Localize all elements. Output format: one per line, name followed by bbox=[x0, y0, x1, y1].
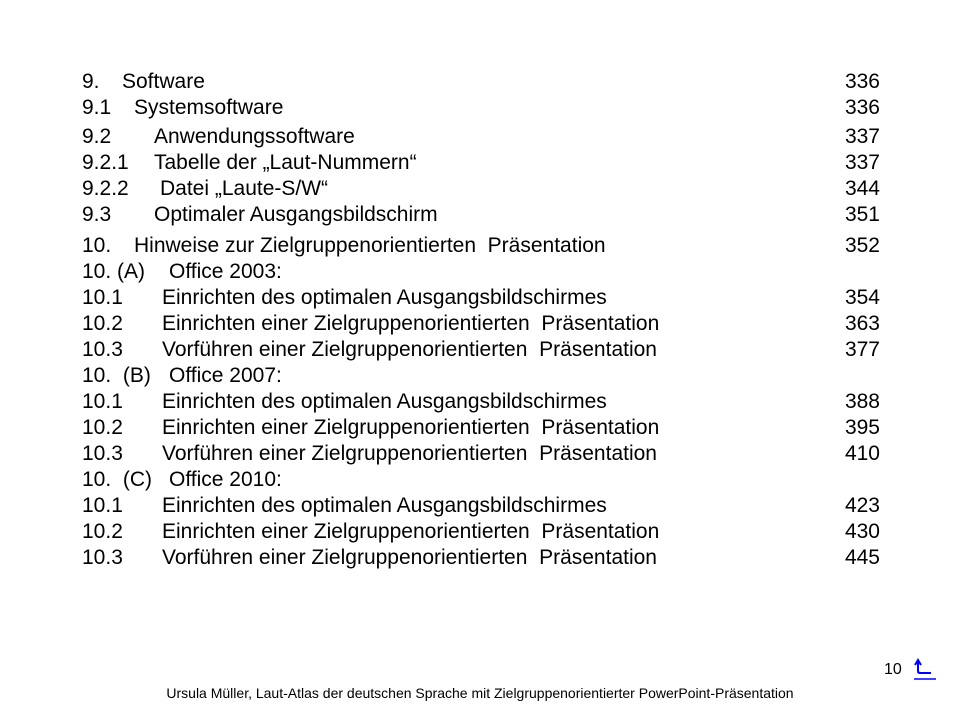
toc-entry-number: 10.3 bbox=[82, 338, 123, 361]
toc-entry bbox=[82, 285, 880, 311]
toc-entry-number: 10.3 bbox=[82, 546, 123, 569]
toc-entry bbox=[82, 124, 880, 150]
toc-entry bbox=[82, 519, 880, 545]
toc-entry-title: Optimaler Ausgangsbildschirm bbox=[154, 203, 438, 226]
toc-entry-title: Einrichten einer Zielgruppenorientierten Präsentation bbox=[162, 416, 660, 439]
toc-entry-number: 10.3 bbox=[82, 442, 123, 465]
toc-entry-title: Einrichten des optimalen Ausgangsbildschirmes bbox=[162, 286, 607, 309]
toc-entry bbox=[82, 95, 880, 121]
toc-entry-title: Anwendungssoftware bbox=[154, 125, 355, 148]
toc-entry-number: 10. (B) bbox=[82, 364, 151, 387]
toc-entry-page: 395 bbox=[844, 416, 880, 439]
toc-entry-number: 9.1 bbox=[82, 96, 112, 119]
return-arrow-glyph bbox=[912, 656, 938, 682]
toc-section-heading bbox=[82, 259, 880, 285]
toc-entry-number: 10.1 bbox=[82, 494, 123, 517]
toc-entry-page: 430 bbox=[844, 520, 880, 543]
toc-section-heading bbox=[82, 363, 880, 389]
toc-entry-page: 337 bbox=[844, 151, 880, 174]
toc-section-heading bbox=[82, 467, 880, 493]
toc-entry-page: 363 bbox=[844, 312, 880, 335]
toc-entry bbox=[82, 337, 880, 363]
toc-entry-page: 377 bbox=[844, 338, 880, 361]
toc-entry-title: Einrichten einer Zielgruppenorientierten Präsentation bbox=[162, 312, 660, 335]
toc-entry bbox=[82, 493, 880, 519]
toc-entry-page: 445 bbox=[844, 546, 880, 569]
toc-entry-title: Office 2007: bbox=[169, 364, 282, 387]
toc-entry-number: 9.2.2 bbox=[82, 177, 129, 200]
toc-entry bbox=[82, 69, 880, 95]
return-arrow-icon[interactable] bbox=[912, 656, 938, 682]
toc-entry bbox=[82, 415, 880, 441]
toc-entry bbox=[82, 150, 880, 176]
footer-citation: Ursula Müller, Laut-Atlas der deutschen Sprache mit Zielgruppenorientierter PowerPoint-Präsentation bbox=[166, 685, 794, 701]
toc-entry bbox=[82, 311, 880, 337]
toc-entry-number: 10.2 bbox=[82, 312, 123, 335]
toc-entry-number: 10. bbox=[82, 234, 112, 257]
slide-number: 10 bbox=[884, 661, 902, 678]
toc-entry-title: Einrichten einer Zielgruppenorientierten Präsentation bbox=[162, 520, 660, 543]
toc-entry bbox=[82, 545, 880, 571]
toc-entry-title: Software bbox=[122, 70, 205, 93]
toc-entry-title: Einrichten des optimalen Ausgangsbildschirmes bbox=[162, 390, 607, 413]
toc-entry bbox=[82, 441, 880, 467]
toc-entry-page: 336 bbox=[844, 96, 880, 119]
toc-entry-number: 10.1 bbox=[82, 286, 123, 309]
toc-entry-page: 351 bbox=[844, 203, 880, 226]
toc-entry-page: 388 bbox=[844, 390, 880, 413]
toc-entry-title: Datei „Laute-S/W“ bbox=[160, 177, 329, 200]
toc-entry-title: Vorführen einer Zielgruppenorientierten Präsentation bbox=[162, 442, 657, 465]
toc-entry-title: Systemsoftware bbox=[134, 96, 284, 119]
toc-entry-number: 9.3 bbox=[82, 203, 112, 226]
table-of-contents bbox=[82, 69, 880, 571]
toc-entry-page: 354 bbox=[844, 286, 880, 309]
toc-entry-page: 352 bbox=[844, 234, 880, 257]
toc-entry-title: Einrichten des optimalen Ausgangsbildschirmes bbox=[162, 494, 607, 517]
toc-entry-title: Office 2003: bbox=[169, 260, 282, 283]
toc-entry-title: Vorführen einer Zielgruppenorientierten Präsentation bbox=[162, 546, 657, 569]
toc-entry-number: 10.2 bbox=[82, 520, 123, 543]
toc-entry bbox=[82, 176, 880, 202]
toc-entry-number: 10. (A) bbox=[82, 260, 146, 283]
toc-entry-title: Vorführen einer Zielgruppenorientierten Präsentation bbox=[162, 338, 657, 361]
toc-entry-number: 9. bbox=[82, 70, 100, 93]
toc-entry bbox=[82, 389, 880, 415]
toc-entry-page: 423 bbox=[844, 494, 880, 517]
toc-entry-page: 410 bbox=[844, 442, 880, 465]
toc-entry-title: Hinweise zur Zielgruppenorientierten Präsentation bbox=[134, 234, 606, 257]
toc-entry-page: 336 bbox=[844, 70, 880, 93]
toc-entry-number: 10. (C) bbox=[82, 468, 153, 491]
toc-entry-page: 344 bbox=[844, 177, 880, 200]
toc-entry-title: Tabelle der „Laut-Nummern“ bbox=[154, 151, 417, 174]
toc-entry-number: 9.2.1 bbox=[82, 151, 129, 174]
toc-entry-title: Office 2010: bbox=[169, 468, 282, 491]
toc-entry bbox=[82, 202, 880, 228]
toc-entry-number: 9.2 bbox=[82, 125, 112, 148]
toc-entry-number: 10.2 bbox=[82, 416, 123, 439]
toc-entry bbox=[82, 233, 880, 259]
toc-entry-page: 337 bbox=[844, 125, 880, 148]
toc-entry-number: 10.1 bbox=[82, 390, 123, 413]
